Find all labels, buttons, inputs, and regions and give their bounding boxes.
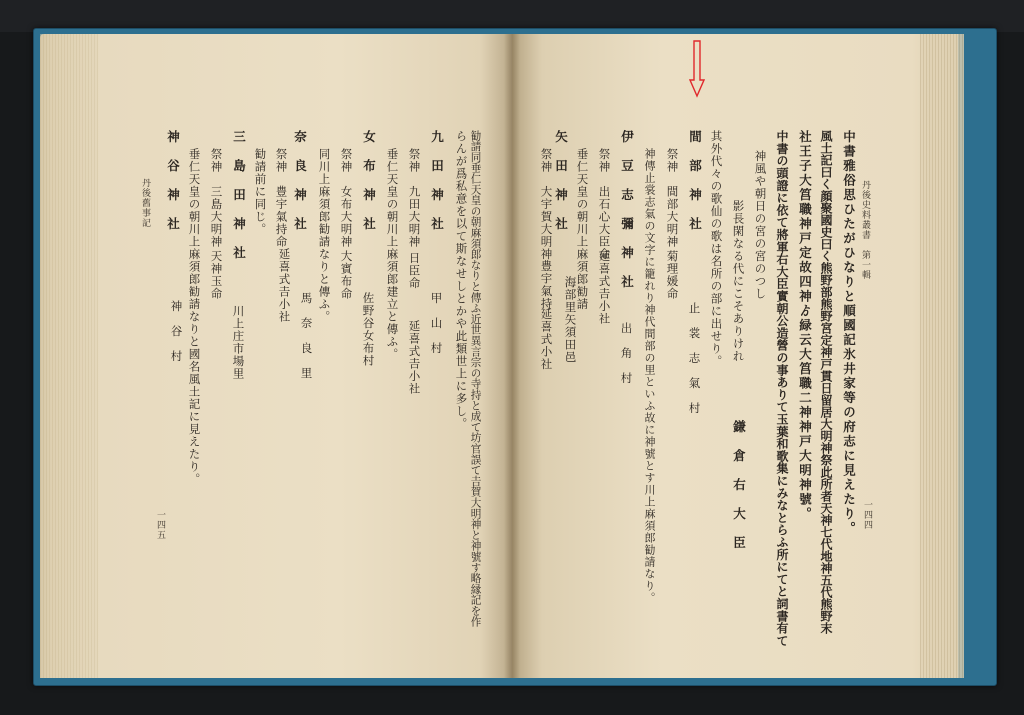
right-col-deity-mabe: 祭神 間部大明神 bbox=[665, 148, 680, 248]
right-col-deity-yata: 祭神 大宇賀大明神 bbox=[539, 148, 554, 261]
left-page-edges bbox=[40, 34, 98, 678]
shrine-title-mishimada: 三 島 田 神 社 bbox=[231, 130, 247, 261]
location-dezumi: 出 角 村 bbox=[619, 322, 634, 385]
location-manara: 馬 奈 良 里 bbox=[299, 292, 314, 380]
shrine-title-nara: 奈 良 神 社 bbox=[292, 130, 308, 232]
left-col-shikinai-2: 延喜式𠮷小社 bbox=[277, 248, 292, 323]
left-col-deity-kuta-2: 日臣命 bbox=[407, 252, 422, 290]
right-col-4: 中書の頭證に依て將軍右大臣實朝公造營の事ありて玉葉和歌集にみなとらふ所にてと詞書有て bbox=[775, 130, 789, 647]
page-number-left: 一四五 bbox=[155, 510, 165, 540]
right-col-1: 中書雅俗思ひたがひなりと順國記氷井家等の府志に見えたり。 bbox=[841, 130, 857, 536]
right-col-3: 社王子大筥職神戸定故四神ゟ緑云大筥職二神神戸大明神號。 bbox=[797, 130, 813, 522]
left-col-deity-nara: 祭神 豊宇氣持命 bbox=[274, 148, 289, 248]
left-col-2: 勧請同垂仁天皇の朝麻須郎なりと傳ふ近世異言宗の寺持と成て坊官誤て𠮷賀大明神と神號す略縁記を作 bbox=[469, 130, 482, 627]
right-col-deity-yata-2: 豊宇氣持 bbox=[539, 260, 554, 310]
right-page-edges bbox=[920, 34, 964, 678]
right-col-poets-note: 其外代々の歌仙の歌は名所の部に出せり。 bbox=[709, 130, 724, 368]
right-col-mabe-desc: 神傳止裳志氣の文字に籠れり神代間部の里といふ故に神號とす川上麻須郎勧請なり。 bbox=[643, 148, 656, 604]
poem-author: 鎌 倉 右 大 臣 bbox=[731, 420, 747, 551]
red-arrow-icon bbox=[689, 40, 705, 98]
shrine-title-yata: 矢 田 神 社 bbox=[553, 130, 569, 232]
book-gutter bbox=[504, 34, 520, 678]
location-sanoya: 佐野谷女布村 bbox=[361, 292, 376, 367]
left-col-deity-mishima: 祭神 三島大明神 bbox=[209, 148, 224, 248]
shrine-title-kuta: 九 田 神 社 bbox=[429, 130, 445, 232]
page-number-right: 一四四 bbox=[862, 500, 872, 530]
left-col-nara-desc: 勧請前に同じ。 bbox=[253, 148, 268, 236]
right-col-2: 風土記曰く顔聚國史曰く熊野部熊野宮定神戸貫日留居大明神祭此所者天神七代地神五代熊野末 bbox=[819, 130, 833, 634]
right-col-deity-izushi: 祭神 出石心大臣命 bbox=[597, 148, 612, 261]
left-col-kuta-desc: 垂仁天皇の朝川上麻須郎建立と傳ふ。 bbox=[385, 148, 400, 361]
left-col-deity-nyofu: 祭神 女布大明神 bbox=[339, 148, 354, 248]
left-col-deity-mishima-2: 天神玉命 bbox=[209, 250, 224, 300]
left-col-shikinai-1: 延喜式𠮷小社 bbox=[407, 320, 422, 395]
poem-line-2: 影長閑なる代にこそありけれ bbox=[731, 200, 746, 363]
left-col-deity-kuta: 祭神 九田大明神 bbox=[407, 148, 422, 248]
shrine-title-kamitani: 神 谷 神 社 bbox=[165, 130, 181, 232]
running-head-left: 丹後舊事記 bbox=[140, 178, 150, 228]
left-col-deity-nyofu-2: 大賓布命 bbox=[339, 250, 354, 300]
location-amabe: 海部里矢須田邑 bbox=[563, 276, 578, 364]
left-col-1: らんが爲私意を以て斯なせしとかや此類世上に多し。 bbox=[454, 130, 469, 430]
location-kamitani: 神 谷 村 bbox=[169, 300, 184, 363]
shrine-title-izushimi: 伊 豆 志 彌 神 社 bbox=[619, 130, 635, 290]
location-kawakami: 川上庄市場里 bbox=[231, 305, 246, 380]
shrine-title-nyofu: 女 布 神 社 bbox=[361, 130, 377, 232]
location-tomoshige: 止 裳 志 氣 村 bbox=[687, 302, 702, 415]
left-col-nyofu-desc: 同川上麻須郎勧請なりと傳ふ。 bbox=[317, 148, 332, 323]
left-col-mishima-desc: 垂仁天皇の朝川上麻須郎勧請なりと國名風土記に見えたり。 bbox=[187, 148, 202, 486]
poem-line-1: 神風や朝日の宮の宮のつし bbox=[753, 150, 768, 300]
location-kabuto-mura: 甲 山 村 bbox=[429, 292, 444, 355]
right-col-izushi-desc: 垂仁天皇の朝川上麻須郎勧請 bbox=[575, 148, 590, 311]
right-col-shikinai-1: 延喜式𠮷小社 bbox=[597, 250, 612, 325]
shrine-title-mabe: 間 部 神 社 bbox=[687, 130, 703, 232]
right-col-shikinai-2: 延喜式小社 bbox=[539, 308, 554, 371]
right-col-deity-mabe-2: 菊理媛命 bbox=[665, 250, 680, 300]
running-head-right: 丹後史料叢書 第一輯 bbox=[860, 180, 870, 280]
